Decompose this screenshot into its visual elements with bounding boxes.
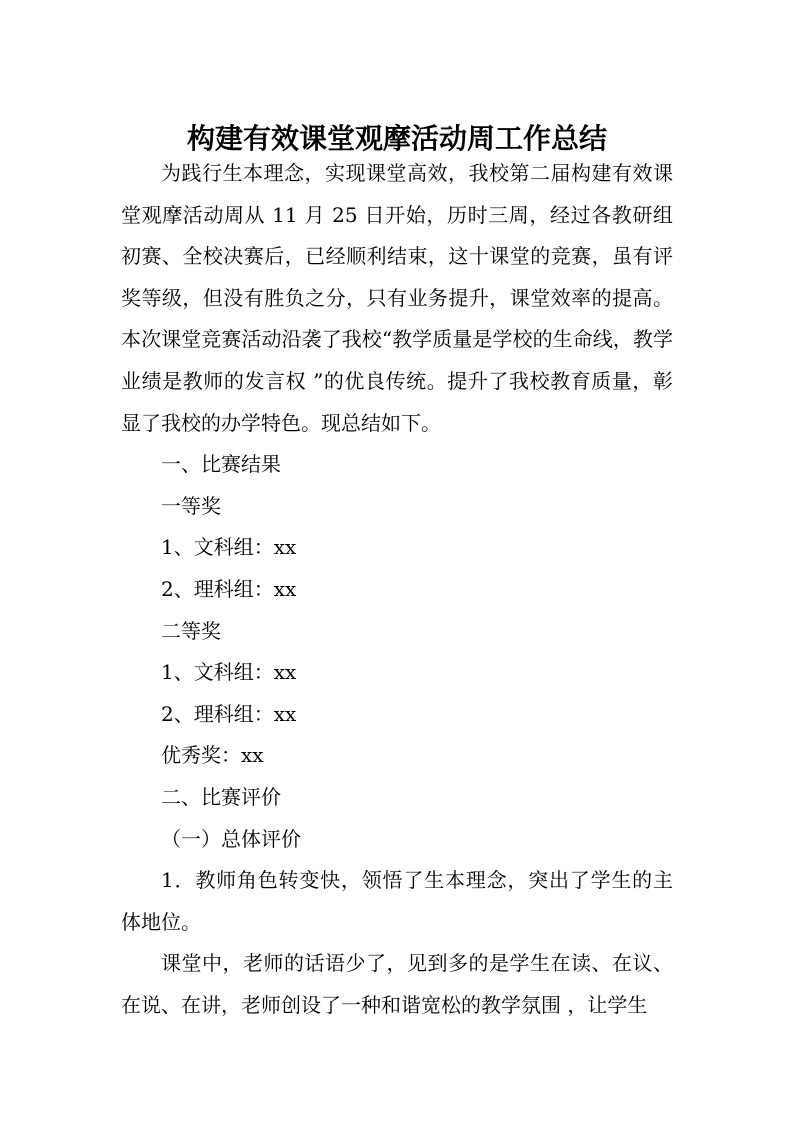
section-heading-evaluation: 二、比赛评价 — [161, 784, 281, 809]
section-heading-results: 一、比赛结果 — [161, 452, 281, 477]
first-prize-science: 2、理科组：xx — [161, 576, 297, 601]
first-prize-liberal-arts: 1、文科组：xx — [161, 535, 297, 560]
second-prize-science: 2、理科组：xx — [161, 701, 297, 726]
excellence-award: 优秀奖：xx — [161, 743, 264, 768]
classroom-paragraph: 课堂中，老师的话语少了，见到多的是学生在读、在议、在说、在讲，老师创设了一种和谐宽松的教学氛围 ，让学生 — [121, 951, 673, 1017]
second-prize-heading: 二等奖 — [161, 618, 221, 643]
document-title: 构建有效课堂观摩活动周工作总结 — [186, 121, 607, 155]
evaluation-point-1: 1．教师角色转变快，领悟了生本理念，突出了学生的主体地位。 — [121, 868, 673, 934]
document-body — [121, 153, 673, 1026]
subsection-overall-evaluation: （一）总体评价 — [161, 826, 301, 851]
second-prize-liberal-arts: 1、文科组：xx — [161, 660, 297, 685]
first-prize-heading: 一等奖 — [161, 493, 221, 518]
intro-paragraph: 为践行生本理念，实现课堂高效，我校第二届构建有效课堂观摩活动周从 11 月 25 日开始，历时三周，经过各教研组初赛、全校决赛后，已经顺利结束，这十课堂的竞赛，虽有评奖等级，但没有胜负之分，只有业务提升，课堂效率的提高。本次课堂竞赛活动沿袭了我校“教学质量是学校的生命线，教学业绩是教师的发言权 ”的优良传统。提升了我校教育质量，彰显了我校的办学特色。现总结如下。 — [121, 161, 673, 435]
